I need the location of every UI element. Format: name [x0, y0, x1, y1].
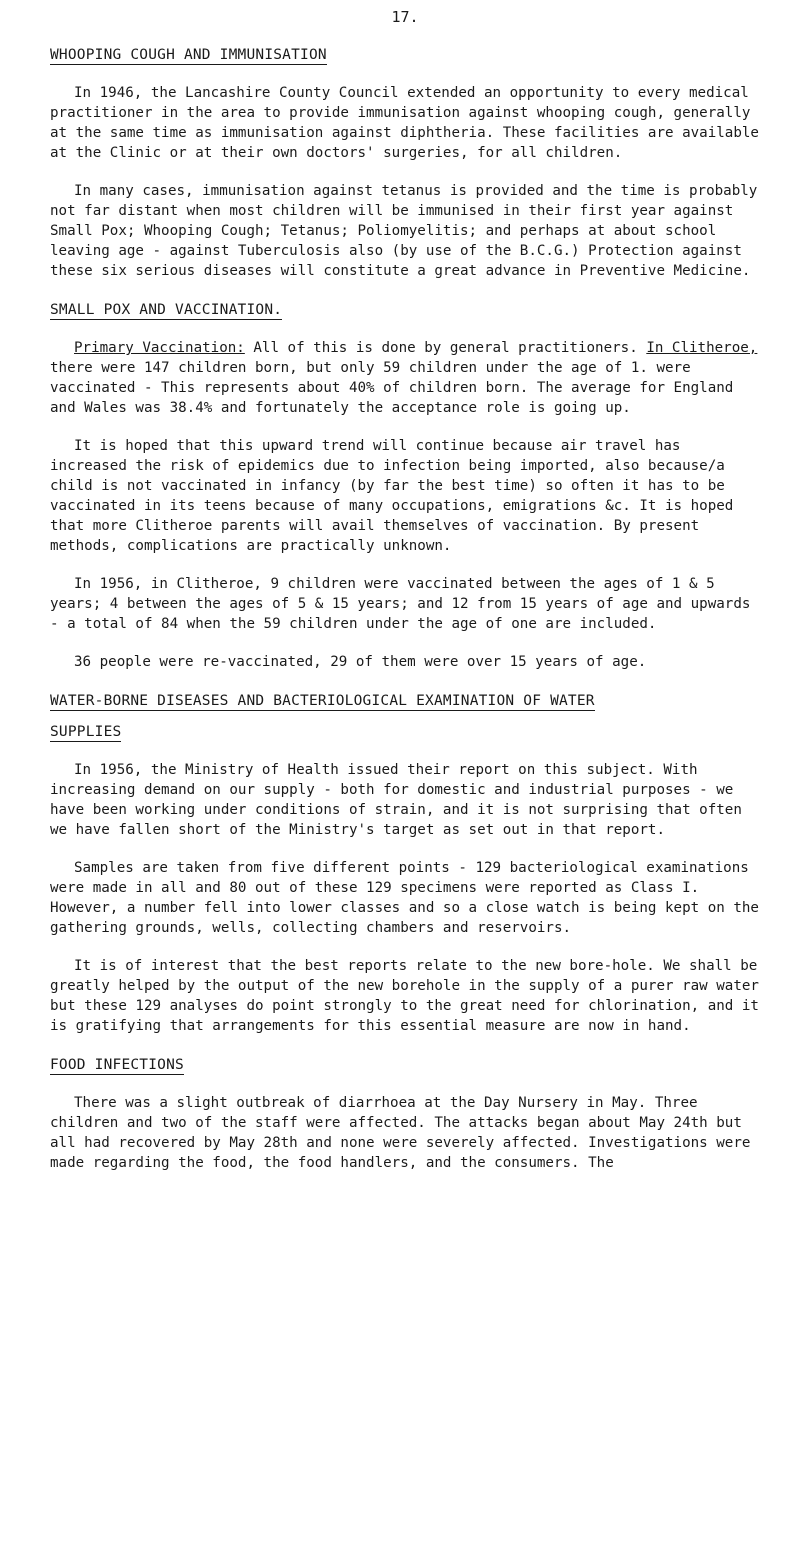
section-heading: WATER-BORNE DISEASES AND BACTERIOLOGICAL EXAMINATION OF WATER	[50, 693, 595, 709]
section-small-pox	[50, 299, 766, 672]
page-number: 17.	[391, 8, 419, 26]
paragraph: Samples are taken from five different points - 129 bacteriological examinations were made in all and 80 out of these 129 specimens were reported as Class I. However, a number fell into lower classes and so a close watch is being kept on the gathering grounds, wells, collecting chambers and reservoirs.	[50, 860, 768, 936]
paragraph: In many cases, immunisation against tetanus is provided and the time is probably not far distant when most children will be immunised in their first year against Small Pox; Whooping Cough; Tetanus; Poliomyelitis; and perhaps at about school leaving age - against Tuberculosis also (by use of the B.C.G.) Protection against these six serious diseases will constitute a great advance in Preventive Medicine.	[50, 183, 766, 279]
section-heading-continued: SUPPLIES	[50, 724, 122, 740]
paragraph: In 1956, in Clitheroe, 9 children were vaccinated between the ages of 1 & 5 years; 4 between the ages of 5 & 15 years; and 12 from 15 years of age and upwards - a total of 84 when the 59 children under the age of one are included.	[50, 576, 759, 632]
paragraph: 36 people were re-vaccinated, 29 of them were over 15 years of age.	[74, 654, 647, 670]
section-food-infections	[50, 1054, 760, 1173]
paragraph: In 1956, the Ministry of Health issued their report on this subject. With increasing demand on our supply - both for domestic and industrial purposes - we have been working under conditions of strain, and it is not surprising that often we have fallen short of the Ministry's target as set out in that report.	[50, 762, 751, 838]
section-water-borne	[50, 690, 768, 1036]
paragraph-text: there were 147 children born, but only 59 children under the age of 1. were vaccinated - This represents about 40% of children born. The average for England and Wales was 38.4% and fortunately the acceptance role is going up.	[50, 340, 766, 416]
paragraph	[50, 338, 766, 418]
section-whooping-cough	[50, 44, 768, 281]
paragraph: It is hoped that this upward trend will continue because air travel has increased the risk of epidemics due to infection being imported, also because/a child is not vaccinated in infancy (by far the best time) so often it has to be vaccinated in its teens because of many occupations, emigrations &c. It is hoped that more Clitheroe parents will avail themselves of vaccination. By present methods, complications are practically unknown.	[50, 438, 742, 554]
paragraph: It is of interest that the best reports relate to the new bore-hole. We shall be greatly helped by the output of the new borehole in the supply of a purer raw water but these 129 analyses do point strongly to the great need for chlorination, and it is gratifying that arrangements for this essential measure are now in hand.	[50, 958, 768, 1034]
section-heading: WHOOPING COUGH AND IMMUNISATION	[50, 47, 327, 63]
paragraph: In 1946, the Lancashire County Council extended an opportunity to every medical practitioner in the area to provide immunisation against whooping cough, generally at the same time as immunisation against diphtheria. These facilities are available at the Clinic or at their own doctors' surgeries, for all children.	[50, 85, 768, 161]
section-heading: FOOD INFECTIONS	[50, 1057, 184, 1073]
paragraph: There was a slight outbreak of diarrhoea at the Day Nursery in May. Three children and two of the staff were affected. The attacks began about May 24th but all had recovered by May 28th and none were severely affected. Investigations were made regarding the food, the food handlers, and the consumers. The	[50, 1095, 759, 1171]
subheading-label: Primary Vaccination:	[74, 340, 245, 356]
section-heading: SMALL POX AND VACCINATION.	[50, 302, 283, 318]
paragraph-text: All of this is done by general practitioners.	[244, 340, 647, 356]
underlined-text: In Clitheroe,	[646, 340, 758, 356]
